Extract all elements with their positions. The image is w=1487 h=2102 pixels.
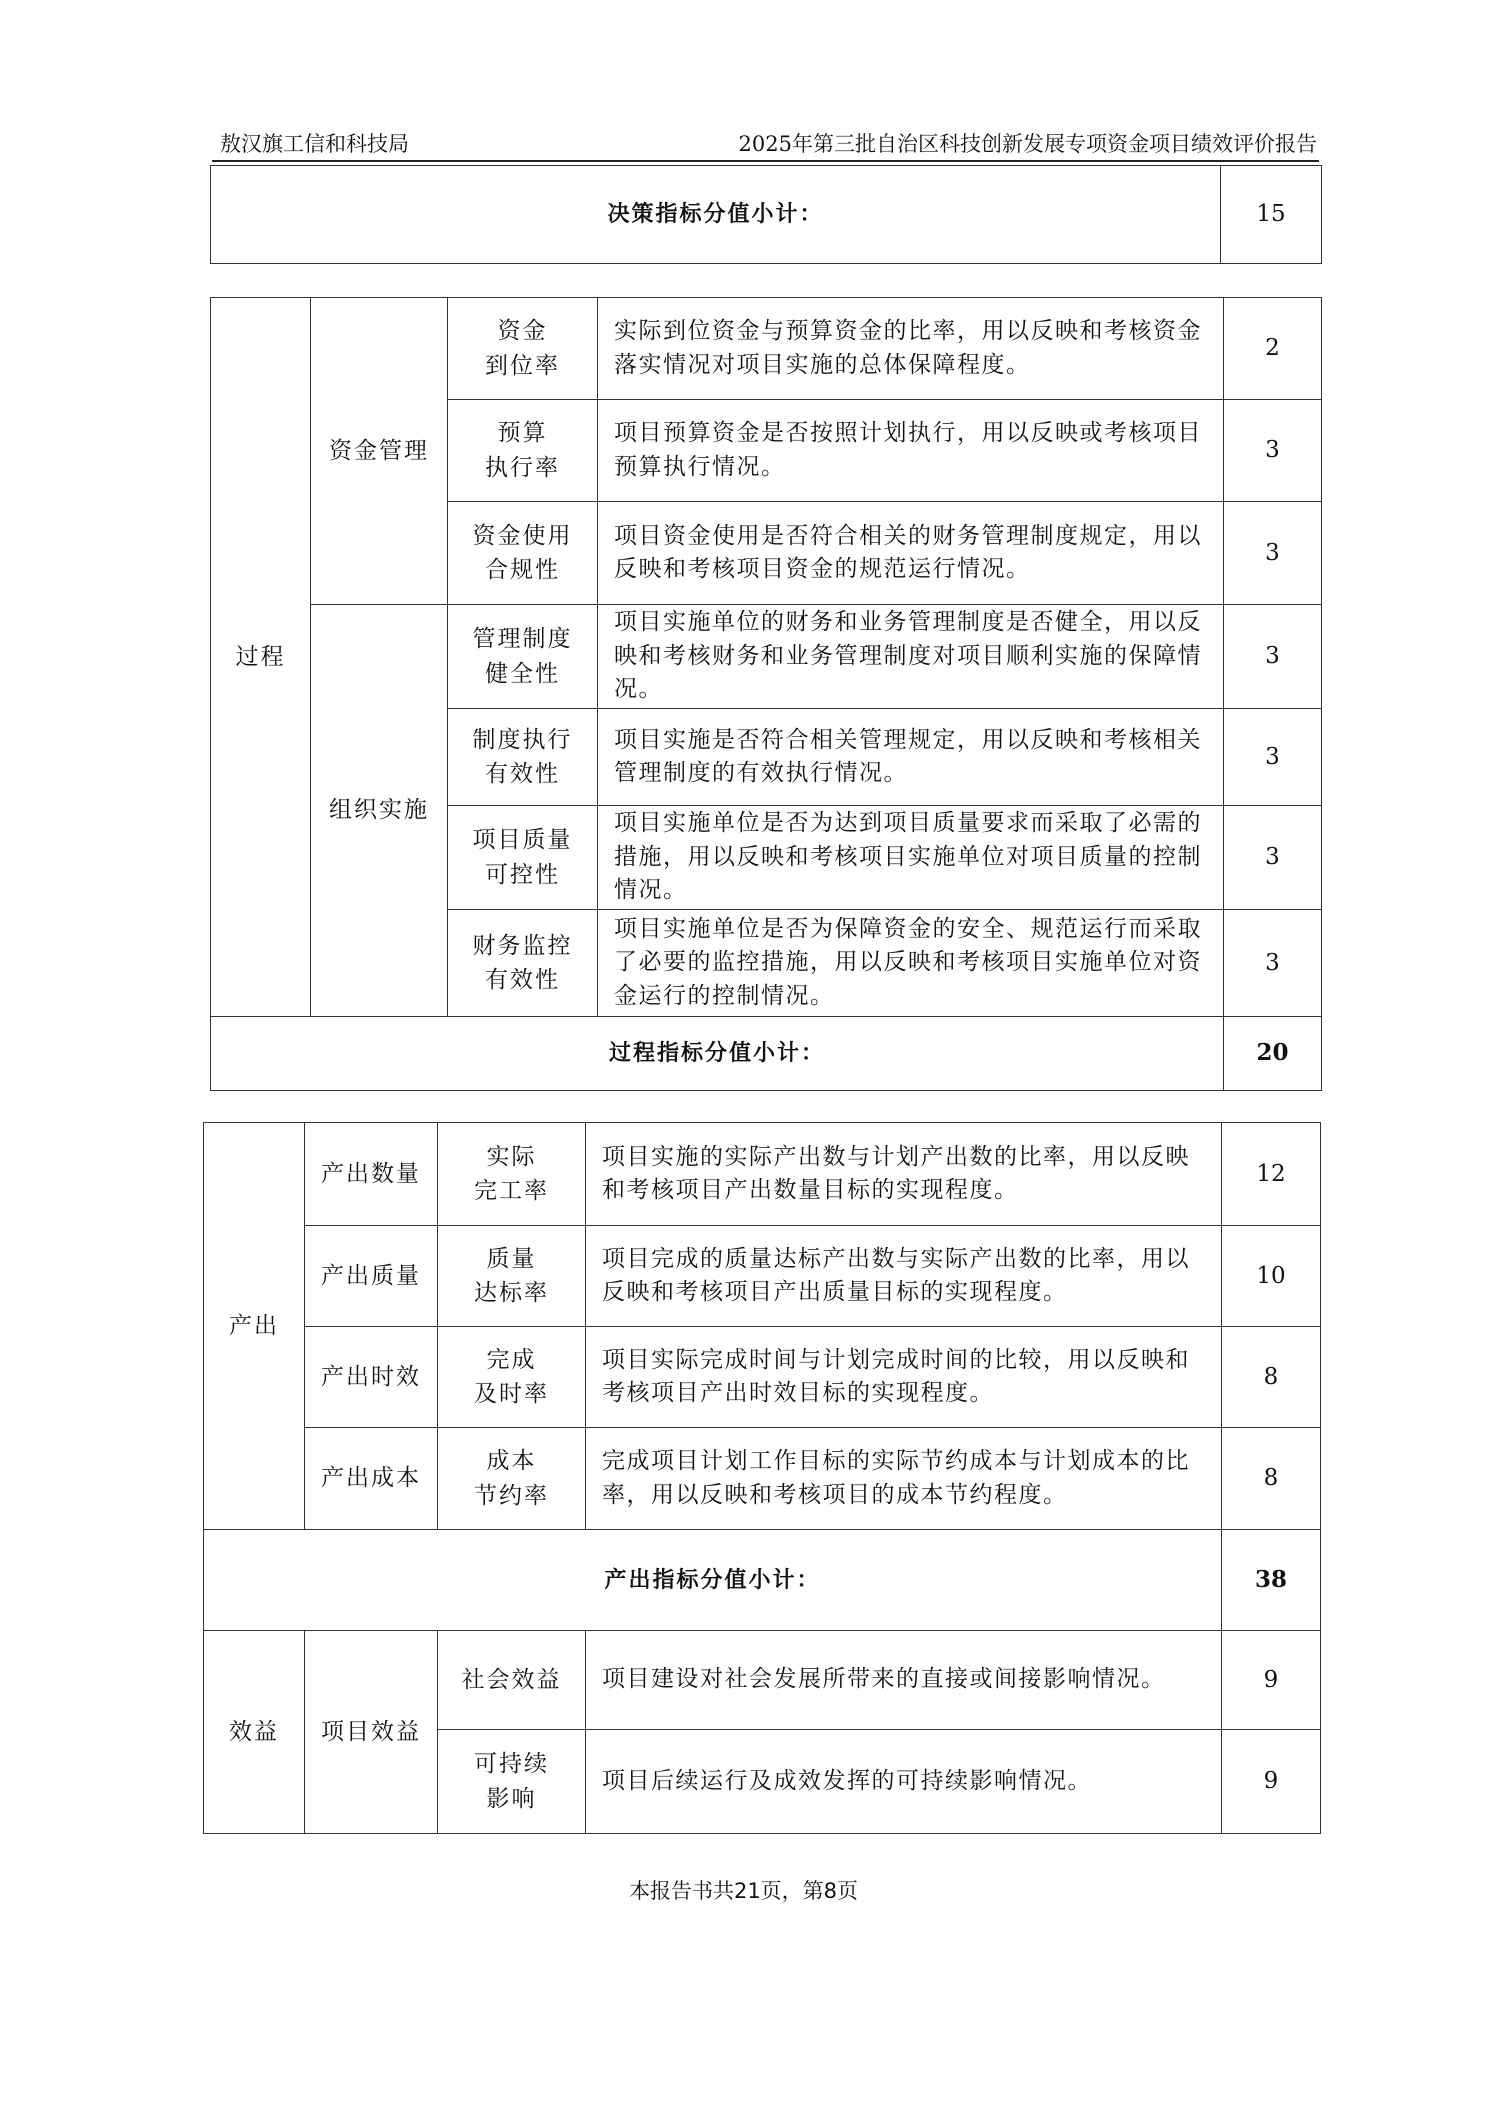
indicator-score: 3 [1224, 605, 1322, 709]
indicator-cell: 项目质量 可控性 [448, 806, 598, 910]
indicator-desc: 项目完成的质量达标产出数与实际产出数的比率，用以反映和考核项目产出质量目标的实现程度。 [586, 1226, 1222, 1327]
indicator-cell: 资金 到位率 [448, 298, 598, 400]
indicator-cell: 资金使用 合规性 [448, 502, 598, 605]
header-divider [212, 160, 1319, 162]
indicator-score: 3 [1224, 502, 1322, 605]
indicator-cell: 实际 完工率 [438, 1123, 586, 1226]
output-group: 产出成本 [305, 1428, 438, 1530]
output-subtotal-score: 38 [1222, 1530, 1321, 1631]
indicator-cell: 可持续 影响 [438, 1730, 586, 1834]
indicator-score: 8 [1222, 1428, 1321, 1530]
indicator-score: 3 [1224, 910, 1322, 1017]
indicator-score: 9 [1222, 1730, 1321, 1834]
header-left: 敖汉旗工信和科技局 [220, 132, 409, 156]
indicator-cell: 财务监控 有效性 [448, 910, 598, 1017]
indicator-desc: 项目预算资金是否按照计划执行，用以反映或考核项目预算执行情况。 [598, 400, 1224, 502]
output-subtotal-label: 产出指标分值小计： [204, 1530, 1222, 1631]
indicator-desc: 项目后续运行及成效发挥的可持续影响情况。 [586, 1730, 1222, 1834]
indicator-desc: 实际到位资金与预算资金的比率，用以反映和考核资金落实情况对项目实施的总体保障程度。 [598, 298, 1224, 400]
indicator-score: 3 [1224, 709, 1322, 806]
indicator-score: 3 [1224, 806, 1322, 910]
indicator-desc: 项目资金使用是否符合相关的财务管理制度规定，用以反映和考核项目资金的规范运行情况。 [598, 502, 1224, 605]
indicator-cell: 预算 执行率 [448, 400, 598, 502]
indicator-desc: 完成项目计划工作目标的实际节约成本与计划成本的比率，用以反映和考核项目的成本节约程度。 [586, 1428, 1222, 1530]
header-right: 2025年第三批自治区科技创新发展专项资金项目绩效评价报告 [738, 132, 1317, 156]
indicator-cell: 社会效益 [438, 1631, 586, 1730]
decision-subtotal-label: 决策指标分值小计： [211, 166, 1221, 264]
indicator-desc: 项目建设对社会发展所带来的直接或间接影响情况。 [586, 1631, 1222, 1730]
indicator-score: 9 [1222, 1631, 1321, 1730]
indicator-desc: 项目实施的实际产出数与计划产出数的比率，用以反映和考核项目产出数量目标的实现程度。 [586, 1123, 1222, 1226]
process-table [210, 297, 1322, 1091]
process-subtotal-label: 过程指标分值小计： [211, 1017, 1224, 1091]
indicator-cell: 质量 达标率 [438, 1226, 586, 1327]
output-group: 产出时效 [305, 1327, 438, 1428]
indicator-desc: 项目实施单位是否为达到项目质量要求而采取了必需的措施，用以反映和考核项目实施单位对项目质量的控制情况。 [598, 806, 1224, 910]
indicator-score: 3 [1224, 400, 1322, 502]
group-organization: 组织实施 [311, 605, 448, 1017]
benefit-group: 项目效益 [305, 1631, 438, 1834]
indicator-desc: 项目实施单位是否为保障资金的安全、规范运行而采取了必要的监控措施，用以反映和考核项目实施单位对资金运行的控制情况。 [598, 910, 1224, 1017]
indicator-score: 8 [1222, 1327, 1321, 1428]
output-group: 产出数量 [305, 1123, 438, 1226]
output-group: 产出质量 [305, 1226, 438, 1327]
indicator-score: 2 [1224, 298, 1322, 400]
indicator-score: 12 [1222, 1123, 1321, 1226]
output-benefit-table [203, 1122, 1321, 1834]
indicator-desc: 项目实施是否符合相关管理规定，用以反映和考核相关管理制度的有效执行情况。 [598, 709, 1224, 806]
indicator-desc: 项目实施单位的财务和业务管理制度是否健全，用以反映和考核财务和业务管理制度对项目顺利实施的保障情况。 [598, 605, 1224, 709]
output-category: 产出 [204, 1123, 305, 1530]
benefit-category: 效益 [204, 1631, 305, 1834]
decision-subtotal-score: 15 [1221, 166, 1322, 264]
indicator-cell: 完成 及时率 [438, 1327, 586, 1428]
indicator-score: 10 [1222, 1226, 1321, 1327]
decision-subtotal-table [210, 165, 1322, 264]
indicator-cell: 管理制度 健全性 [448, 605, 598, 709]
process-category: 过程 [211, 298, 311, 1017]
page-footer: 本报告书共21页，第8页 [628, 1879, 859, 1903]
indicator-cell: 成本 节约率 [438, 1428, 586, 1530]
process-subtotal-score: 20 [1224, 1017, 1322, 1091]
indicator-desc: 项目实际完成时间与计划完成时间的比较，用以反映和考核项目产出时效目标的实现程度。 [586, 1327, 1222, 1428]
indicator-cell: 制度执行 有效性 [448, 709, 598, 806]
group-fund-management: 资金管理 [311, 298, 448, 605]
